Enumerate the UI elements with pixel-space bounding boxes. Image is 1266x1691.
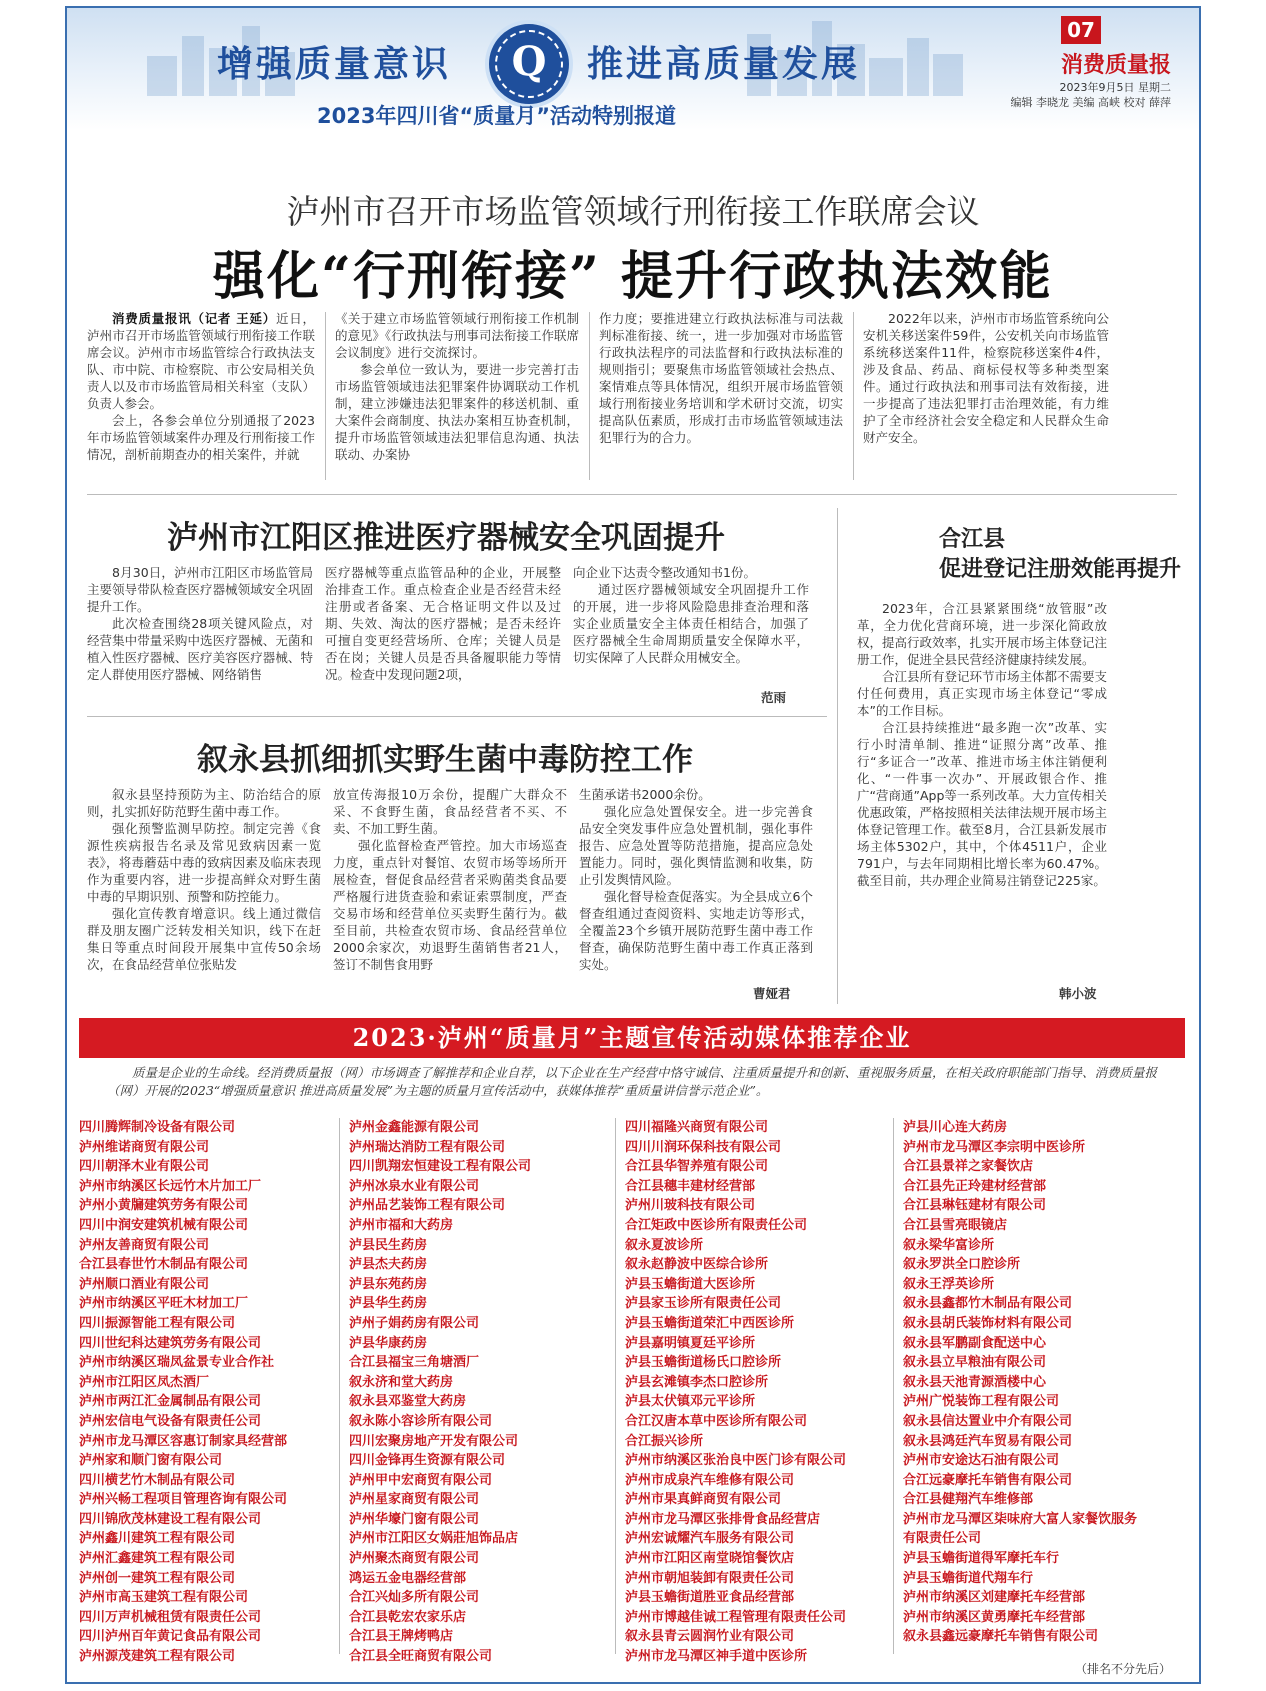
company-list-item: 叙永县军鹏副食配送中心 — [903, 1335, 1047, 1351]
company-list-item: 四川川润环保科技有限公司 — [625, 1139, 782, 1155]
article4-headline-line2: 促进登记注册效能再提升 — [939, 557, 1182, 582]
article3-col3: 生菌承诺书2000余份。 强化应急处置保安全。进一步完善食品安全突发事件应急处置机制，强化事件报告、应急处置等防范措施，提高应急处置能力。同时，强化舆情监测和收集，防止引发舆情风险。 强化督导检查促落实。为全县成立6个督查组通过查阅资料、实地走访等形式，全覆盖23个乡镇开展防范野生菌中毒工作督查，确保防范野生菌中毒工作真正落到实处。 — [579, 787, 813, 972]
company-list-item: 叙永县立早粮油有限公司 — [903, 1355, 1047, 1371]
company-list-item: 叙永夏波诊所 — [625, 1237, 704, 1253]
quality-month-badge-icon: Q — [485, 20, 573, 108]
company-list-item: 叙永县青云圆润竹业有限公司 — [625, 1629, 795, 1645]
company-list-item: 泸县民生药房 — [349, 1237, 428, 1253]
company-list-item: 泸州市福和大药房 — [349, 1217, 454, 1233]
company-list-col3 — [625, 1118, 895, 1667]
company-list-item: 泸州鑫川建筑工程有限公司 — [79, 1531, 236, 1547]
company-list-item: 泸州顺口酒业有限公司 — [79, 1276, 210, 1292]
company-list-item: 四川振源智能工程有限公司 — [79, 1315, 236, 1331]
slogan-left: 增强质量意识 — [217, 43, 452, 85]
article4-headline-line1: 合江县 — [939, 527, 1006, 552]
special-report-subtitle: 2023年四川省“质量月”活动特别报道 — [317, 104, 677, 128]
company-list-item: 泸州市纳溪区瑞凤盆景专业合作社 — [79, 1355, 275, 1371]
company-list-item: 泸州聚杰商贸有限公司 — [349, 1551, 480, 1567]
company-list-item: 泸州市果真鲜商贸有限公司 — [625, 1492, 782, 1508]
company-list-item: 泸县东苑药房 — [349, 1276, 428, 1292]
company-list-item: 叙永县胡氏装饰材料有限公司 — [903, 1315, 1073, 1331]
company-list-item: 泸县华康药房 — [349, 1335, 428, 1351]
company-list-item: 泸县玉蟾街道大医诊所 — [625, 1276, 756, 1292]
company-list-item: 泸州市安途达石油有限公司 — [903, 1453, 1060, 1469]
company-list-item: 叙永梁华富诊所 — [903, 1237, 995, 1253]
company-list-item: 四川横艺竹木制品有限公司 — [79, 1472, 236, 1488]
dateline — [1011, 80, 1171, 110]
company-list-item: 泸州市高玉建筑工程有限公司 — [79, 1590, 249, 1606]
company-list-item: 泸州瑞达消防工程有限公司 — [349, 1139, 506, 1155]
company-list-item: 泸州市纳溪区刘建摩托车经营部 — [903, 1590, 1086, 1606]
company-list-item: 泸州市龙马潭区柒味府大富人家餐饮服务 — [903, 1511, 1138, 1527]
company-list-item: 泸州市龙马潭区李宗明中医诊所 — [903, 1139, 1086, 1155]
article3-col2: 放宣传海报10万余份，提醒广大群众不采、不食野生菌，食品经营者不买、不卖、不加工野生菌。 强化监督检查严管控。加大市场巡查力度，重点针对餐馆、农贸市场等场所开展检查，督促食品经营者采购菌类食品要严格履行进货查验和索证索票制度，严查交易市场和经营单位买卖野生菌行为。截至目前，共检查农贸市场、食品经营单位2000余家次，劝退野生菌销售者21人，签订不制售食用野 — [333, 787, 567, 972]
article1-col2: 《关于建立市场监管领域行刑衔接工作机制的意见》《行政执法与刑事司法衔接工作联席会议制度》进行交流探讨。 参会单位一致认为，要进一步完善打击市场监管领域违法犯罪案件协调联动工作机制，建立涉嫌违法犯罪案件的移送机制、重大案件会商制度、执法办案相互协查机制，提升市场监管领域违法犯罪信息沟通、执法联动、办案协 — [335, 311, 579, 462]
company-list-item: 泸州市龙马潭区容惠订制家具经营部 — [79, 1433, 288, 1449]
slogan-right: 推进高质量发展 — [587, 43, 861, 85]
company-list-item: 合江县景祥之家餐饮店 — [903, 1159, 1034, 1175]
company-list-item: 泸州市龙马潭区张排骨食品经营店 — [625, 1511, 821, 1527]
company-list-item: 四川中润安建筑机械有限公司 — [79, 1217, 249, 1233]
article1-headline: 强化“行刑衔接” 提升行政执法效能 — [213, 246, 1053, 307]
company-list-item: 合江县先正玲建材经营部 — [903, 1178, 1047, 1194]
company-list-item: 泸县杰夫药房 — [349, 1257, 428, 1273]
company-list-col1 — [79, 1118, 349, 1667]
company-list-item: 四川凯翔宏恒建设工程有限公司 — [349, 1159, 532, 1175]
company-list-item: 四川世纪科达建筑劳务有限公司 — [79, 1335, 262, 1351]
company-list-item: 泸州星家商贸有限公司 — [349, 1492, 480, 1508]
company-list-item: 叙永县鑫都竹木制品有限公司 — [903, 1296, 1073, 1312]
company-list-item: 泸州市成泉汽车维修有限公司 — [625, 1472, 795, 1488]
company-list-item: 四川朝泽木业有限公司 — [79, 1159, 210, 1175]
company-list-item: 合江县王牌烤鸭店 — [349, 1629, 454, 1645]
company-list-item: 合江振兴诊所 — [625, 1433, 704, 1449]
company-list-item: 泸县玉蟾街道得军摩托车行 — [903, 1551, 1060, 1567]
company-list-item: 泸州市博越佳诚工程管理有限责任公司 — [625, 1609, 847, 1625]
company-list-item: 泸州市江阳区南堂晓馆餐饮店 — [625, 1551, 795, 1567]
company-list-item: 泸州市两江汇金属制品有限公司 — [79, 1394, 262, 1410]
company-list-item: 泸县玉蟾街道杨氏口腔诊所 — [625, 1355, 782, 1371]
masthead — [67, 8, 1199, 130]
company-list-item: 合江县福宝三角塘酒厂 — [349, 1355, 480, 1371]
recommend-banner: 2023·泸州“质量月”主题宣传活动媒体推荐企业 — [79, 1018, 1185, 1058]
company-list-item: 合江远豪摩托车销售有限公司 — [903, 1472, 1073, 1488]
article3-headline: 叙永县抓细抓实野生菌中毒防控工作 — [197, 742, 693, 778]
company-list-item: 叙永县鑫远豪摩托车销售有限公司 — [903, 1629, 1099, 1645]
company-list-item: 叙永县信达置业中介有限公司 — [903, 1413, 1073, 1429]
company-list-item: 四川锦欣茂林建设工程有限公司 — [79, 1511, 262, 1527]
company-list-item: 泸州华壕门窗有限公司 — [349, 1511, 480, 1527]
company-list-item: 泸州市江阳区凤杰酒厂 — [79, 1374, 210, 1390]
company-list-item: 泸县川心连大药房 — [903, 1120, 1008, 1135]
company-list-item: 泸州创一建筑工程有限公司 — [79, 1570, 236, 1586]
company-list-item: 四川宏聚房地产开发有限公司 — [349, 1433, 519, 1449]
company-list-item: 合江矩政中医诊所有限责任公司 — [625, 1217, 808, 1233]
article1-lead-source: 消费质量报讯（记者 王延） — [112, 311, 276, 326]
company-list-item: 叙永赵静波中医综合诊所 — [625, 1257, 769, 1273]
company-list-item: 泸州市纳溪区黄勇摩托车经营部 — [903, 1609, 1086, 1625]
company-list-item: 泸州冰泉水业有限公司 — [349, 1178, 480, 1194]
company-list-item: 合江县全旺商贸有限公司 — [349, 1649, 493, 1665]
company-list-item: 叙永罗洪全口腔诊所 — [903, 1257, 1021, 1273]
company-list-item: 叙永县鸿廷汽车贸易有限公司 — [903, 1433, 1073, 1449]
company-list-item: 泸州家和顺门窗有限公司 — [79, 1453, 223, 1469]
company-list-item: 泸州子娟药房有限公司 — [349, 1315, 480, 1331]
company-list-col4 — [903, 1118, 1173, 1647]
recommend-intro: 质量是企业的生命线。经消费质量报（网）市场调查了解推荐和企业自荐，以下企业在生产经营中恪守诚信、注重质量提升和创新、重视服务质量，在相关政府职能部门指导、消费质量报（网）开展的2023“增强质量意识 推进高质量发展”为主题的质量月宣传活动中，获媒体推荐“重质量讲信誉示范企业”。 — [107, 1065, 1158, 1098]
company-list-item: 泸州甲中宏商贸有限公司 — [349, 1472, 493, 1488]
company-list-item: 合江汉唐本草中医诊所有限公司 — [625, 1413, 808, 1429]
company-list-item: 泸州宏诚耀汽车服务有限公司 — [625, 1531, 795, 1547]
company-list-item: 四川福隆兴商贸有限公司 — [625, 1120, 769, 1135]
issue-date: 2023年9月5日 星期二 — [1059, 81, 1171, 94]
company-list-item: 泸州小黄牖建筑劳务有限公司 — [79, 1198, 249, 1214]
company-list-item: 泸州川玻科技有限公司 — [625, 1198, 756, 1214]
newspaper-page — [65, 6, 1201, 1684]
company-list-item: 泸县玉蟾街道胜亚食品经营部 — [625, 1590, 795, 1606]
article1-subheadline: 泸州市召开市场监管领域行刑衔接工作联席会议 — [286, 192, 980, 231]
company-list-item: 四川万声机械租赁有限责任公司 — [79, 1609, 262, 1625]
company-list-item: 泸县华生药房 — [349, 1296, 428, 1312]
company-list-item: 泸州市朝旭装卸有限责任公司 — [625, 1570, 795, 1586]
paper-name: 消费质量报 — [1060, 52, 1171, 78]
company-list-item: 合江县华智养殖有限公司 — [625, 1159, 769, 1175]
company-list-item: 泸县嘉明镇夏廷平诊所 — [625, 1335, 756, 1351]
company-list-item: 泸县太伏镇邓元平诊所 — [625, 1394, 756, 1410]
company-list-item: 泸州市纳溪区平旺木材加工厂 — [79, 1296, 249, 1312]
company-list-item: 泸州市江阳区女娲莊旭饰品店 — [349, 1531, 519, 1547]
company-list-item: 泸县家玉诊所有限责任公司 — [625, 1296, 782, 1312]
article2-col2: 医疗器械等重点监管品种的企业，开展整治排查工作。重点检查企业是否经营未经注册或者备案、无合格证明文件以及过期、失效、淘汰的医疗器械；是否未经许可擅自变更经营场所、仓库；关键人员是否在岗；关键人员是否具备履职能力等情况。检查中发现问题2项， — [325, 565, 561, 682]
article2-col3: 向企业下达责令整改通知书1份。 通过医疗器械领域安全巩固提升工作的开展，进一步将风险隐患排查治理和落实企业质量安全主体责任相结合，加强了医疗器械全生命周期质量安全保障水平，切实保障了人民群众用械安全。 — [573, 565, 809, 665]
company-list-item: 叙永陈小容诊所有限公司 — [349, 1413, 493, 1429]
company-list-item: 泸县玄滩镇李杰口腔诊所 — [625, 1374, 769, 1390]
company-list-item: 泸州广悦装饰工程有限公司 — [903, 1394, 1060, 1410]
company-list-item: 泸州友善商贸有限公司 — [79, 1237, 210, 1253]
article2-col1: 8月30日，泸州市江阳区市场监管局主要领导带队检查医疗器械领域安全巩固提升工作。 此次检查围绕28项关键风险点，对经营集中带量采购中选医疗器械、无菌和植入性医疗器械、医疗美容医疗器械、特定人群使用医疗器械、网络销售 — [87, 565, 313, 682]
company-list-item: 四川金锋再生资源有限公司 — [349, 1453, 506, 1469]
company-list-item: 泸州维诺商贸有限公司 — [79, 1139, 210, 1155]
company-list-item: 泸州市纳溪区长远竹木片加工厂 — [79, 1178, 262, 1194]
company-list-item: 鸿运五金电器经营部 — [349, 1570, 467, 1586]
editors-credit: 编辑 李晓龙 美编 高峡 校对 薛萍 — [1010, 96, 1171, 109]
company-list-item: 合江兴灿多所有限公司 — [349, 1590, 480, 1606]
company-list-item: 叙永济和堂大药房 — [349, 1374, 454, 1390]
article1-col1: 消费质量报讯（记者 王延）近日，泸州市召开市场监管领域行刑衔接工作联席会议。泸州市市场监管综合行政执法支队、市中院、市检察院、市公安局相关负责人以及市市场监管局相关科室（支队）负责人参会。 会上，各参会单位分别通报了2023年市场监管领域案件办理及行刑衔接工作情况，剖析前期查办的相关案件，并就 — [87, 311, 315, 462]
article3-author: 曹娅君 — [753, 986, 791, 1001]
company-list-item: 合江县春世竹木制品有限公司 — [79, 1257, 249, 1273]
company-list-item: 泸州兴畅工程项目管理咨询有限公司 — [79, 1492, 288, 1508]
company-list-item: 泸州金鑫能源有限公司 — [349, 1120, 480, 1135]
company-list-item: 泸州市龙马潭区神手道中医诊所 — [625, 1649, 808, 1665]
article1-col3: 作力度；要推进建立行政执法标准与司法裁判标准衔接、统一，进一步加强对市场监管行政执法程序的司法监督和行政执法标准的规则指引；要聚焦市场监管领域社会热点、案情难点等具体情况，组织开展市场监管领域行刑衔接业务培训和学术研讨交流，切实提高队伍素质，形成打击市场监管领域违法犯罪行为的合力。 — [599, 311, 843, 445]
article3-col1: 叙永县坚持预防为主、防治结合的原则，扎实抓好防范野生菌中毒工作。 强化预警监测早防控。制定完善《食源性疾病报告名录及常见致病因素一览表》，将毒蘑菇中毒的致病因素及临床表现作为重要内容，进一步提高鲜众对野生菌中毒的早期识别、预警和防控能力。 强化宣传教育增意识。线上通过微信群及朋友圈广泛转发相关知识，线下在赶集日等重点时间段开展集中宣传50余场次，在食品经营单位张贴发 — [87, 787, 321, 972]
company-list-item: 泸州汇鑫建筑工程有限公司 — [79, 1551, 236, 1567]
company-list-item: 合江县雪亮眼镜店 — [903, 1217, 1008, 1233]
company-list-item: 四川泸州百年黄记食品有限公司 — [79, 1629, 262, 1645]
article4-author: 韩小波 — [1059, 986, 1097, 1001]
company-list-item: 四川腾辉制冷设备有限公司 — [79, 1120, 236, 1135]
company-list-item: 叙永王浮英诊所 — [903, 1276, 995, 1292]
company-list-item: 叙永县邓鉴堂大药房 — [349, 1394, 467, 1410]
article2-author: 范雨 — [761, 690, 787, 705]
company-list-item: 合江县穗丰建材经营部 — [625, 1178, 756, 1194]
company-list-item: 泸县玉蟾街道代翔车行 — [903, 1570, 1034, 1586]
company-list-item: 叙永县天池青源酒楼中心 — [903, 1374, 1047, 1390]
company-list-item: 泸州品艺装饰工程有限公司 — [349, 1198, 506, 1214]
company-list-item: 合江县琳钰建材有限公司 — [903, 1198, 1047, 1214]
article4-body: 2023年，合江县紧紧围绕“放管服”改革，全力优化营商环境，进一步深化简政放权，提高行政效率，扎实开展市场主体登记注册工作，促进全县民营经济健康持续发展。 合江县所有登记环节市场主体都不需要支付任何费用，真正实现市场主体登记“零成本”的工作目标。 合江县持续推进“最多跑一次”改革、实行小时清单制、推进“证照分离”改革、推行“多证合一”改革、推进市场主体注销便利化、“一件事一次办”、开展政银合作、推广“营商通”App等一系列改革。大力宣传相关优惠政策，严格按照相关法律法规开展市场主体登记管理工作。截至8月，合江县新发展市场主体5302户，其中，个体4511户，企业791户，与去年同期相比增长率为60.47%。截至目前，共办理企业简易注销登记225家。 — [857, 601, 1108, 888]
company-list-item: 泸县玉蟾街道荣汇中西医诊所 — [625, 1315, 795, 1331]
ranking-note: （排名不分先后） — [1074, 1662, 1171, 1676]
company-list-item: 泸州宏信电气设备有限责任公司 — [79, 1413, 262, 1429]
article1-col4: 2022年以来，泸州市市场监管系统向公安机关移送案件59件，公安机关向市场监管系统移送案件11件，检察院移送案件4件，涉及食品、药品、商标侵权等多种类型案件。通过行政执法和刑事司法有效衔接，进一步提高了违法犯罪打击治理效能，有力维护了全市经济社会安全稳定和人民群众生命财产安全。 — [863, 311, 1109, 445]
company-list-col2 — [349, 1118, 619, 1667]
article2-headline: 泸州市江阳区推进医疗器械安全巩固提升 — [167, 520, 725, 556]
company-list-item: 合江县乾宏农家乐店 — [349, 1609, 467, 1625]
company-list-item: 泸州市纳溪区张治良中医门诊有限公司 — [625, 1453, 847, 1469]
page-number: 07 — [1061, 16, 1101, 44]
company-list-item: 有限责任公司 — [903, 1531, 982, 1547]
company-list-item: 泸州源茂建筑工程有限公司 — [79, 1649, 236, 1665]
company-list-item: 合江县健翔汽车维修部 — [903, 1492, 1034, 1508]
